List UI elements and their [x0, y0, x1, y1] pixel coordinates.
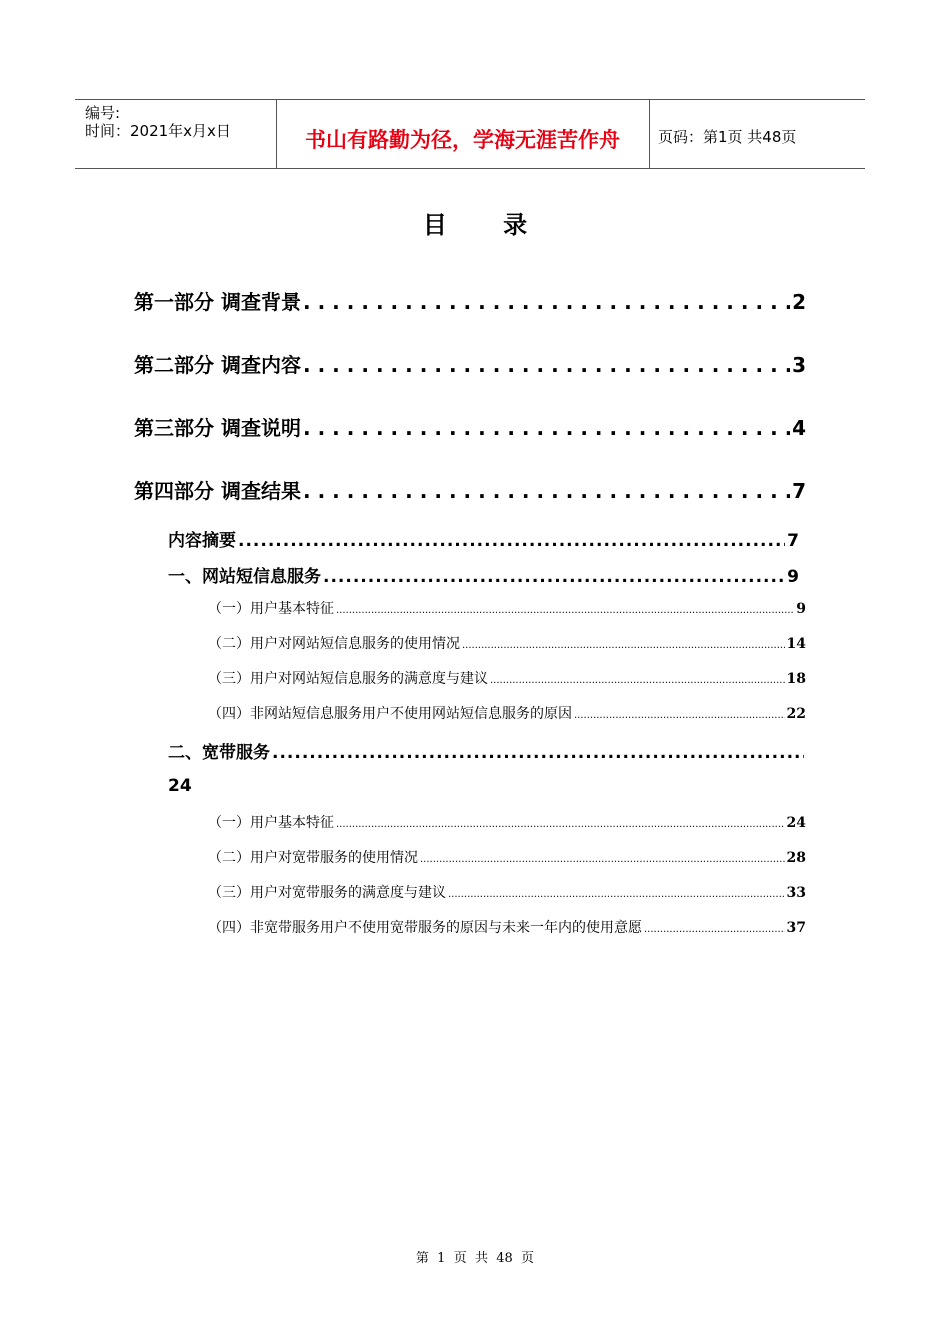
toc-entry-page: 14 — [786, 636, 806, 652]
toc-entry-page: 9 — [787, 567, 799, 587]
toc-entry-page: 18 — [786, 671, 806, 687]
toc-subsection[interactable] — [208, 882, 806, 904]
toc-subsection[interactable] — [208, 812, 806, 834]
toc-entry-page: 3 — [792, 353, 806, 377]
toc-subsection[interactable] — [208, 703, 806, 725]
toc-entry-page: 37 — [786, 920, 806, 936]
toc-dot-leader — [574, 706, 785, 722]
toc-part-4[interactable] — [134, 475, 806, 505]
toc-entry-title: 第二部分 调查内容 — [134, 353, 301, 377]
toc-dot-leader — [336, 815, 785, 831]
toc-summary[interactable] — [168, 526, 799, 552]
toc-section-2-page: 24 — [168, 776, 192, 796]
toc-subsection[interactable] — [208, 847, 806, 869]
motto: 书山有路勤为径，学海无涯苦作舟 — [305, 127, 620, 152]
header-page-info: 页码：第1页 共48页 — [658, 128, 797, 146]
time-label: 时间：2021年x月x日 — [85, 122, 231, 140]
toc-section-1[interactable] — [168, 562, 799, 588]
toc-entry-page: 33 — [786, 885, 806, 901]
toc-entry-page: 28 — [786, 850, 806, 866]
toc-entry-page: 22 — [786, 706, 806, 722]
toc-dot-leader — [272, 743, 804, 763]
code-label: 编号: — [85, 104, 121, 122]
toc-entry-page: 24 — [786, 815, 806, 831]
toc-dot-leader — [238, 531, 785, 551]
toc-entry-page: 2 — [792, 290, 806, 314]
toc-dot-leader — [644, 920, 785, 936]
toc-part-2[interactable] — [134, 349, 806, 379]
toc-part-1[interactable] — [134, 286, 806, 316]
toc-dot-leader — [448, 885, 785, 901]
toc-entry-page: 9 — [796, 601, 806, 617]
toc-entry-title: 第三部分 调查说明 — [134, 416, 301, 440]
toc-dot-leader — [303, 290, 790, 314]
toc-subsection[interactable] — [208, 598, 806, 620]
toc-section-2[interactable] — [168, 738, 806, 764]
toc-entry-title: 二、宽带服务 — [168, 743, 270, 763]
toc-entry-title: 一、网站短信息服务 — [168, 567, 321, 587]
toc-subsection[interactable] — [208, 668, 806, 690]
toc-entry-title: （三）用户对宽带服务的满意度与建议 — [208, 885, 446, 901]
toc-subsection[interactable] — [208, 917, 806, 939]
toc-entry-page: 7 — [787, 531, 799, 551]
page-footer: 第 1 页 共 48 页 — [415, 1251, 535, 1266]
toc-entry-title: （二）用户对宽带服务的使用情况 — [208, 850, 418, 866]
toc-dot-leader — [420, 850, 785, 866]
toc-entry-page: 7 — [792, 479, 806, 503]
toc-entry-title: （四）非网站短信息服务用户不使用网站短信息服务的原因 — [208, 706, 572, 722]
toc-dot-leader — [336, 601, 794, 617]
toc-entry-title: 第一部分 调查背景 — [134, 290, 301, 314]
toc-dot-leader — [303, 479, 790, 503]
toc-entry-title: （一）用户基本特征 — [208, 601, 334, 617]
toc-dot-leader — [490, 671, 785, 687]
toc-entry-title: （二）用户对网站短信息服务的使用情况 — [208, 636, 460, 652]
toc-entry-title: （一）用户基本特征 — [208, 815, 334, 831]
toc-dot-leader — [303, 353, 790, 377]
toc-entry-title: 第四部分 调查结果 — [134, 479, 301, 503]
toc-dot-leader — [303, 416, 790, 440]
toc-entry-title: （四）非宽带服务用户不使用宽带服务的原因与未来一年内的使用意愿 — [208, 920, 642, 936]
toc-dot-leader — [323, 567, 785, 587]
toc-dot-leader — [462, 636, 785, 652]
toc-entry-title: （三）用户对网站短信息服务的满意度与建议 — [208, 671, 488, 687]
toc-entry-page: 4 — [792, 416, 806, 440]
toc-entry-title: 内容摘要 — [168, 531, 236, 551]
toc-subsection[interactable] — [208, 633, 806, 655]
page-title: 目 录 — [422, 211, 552, 239]
toc-part-3[interactable] — [134, 412, 806, 442]
